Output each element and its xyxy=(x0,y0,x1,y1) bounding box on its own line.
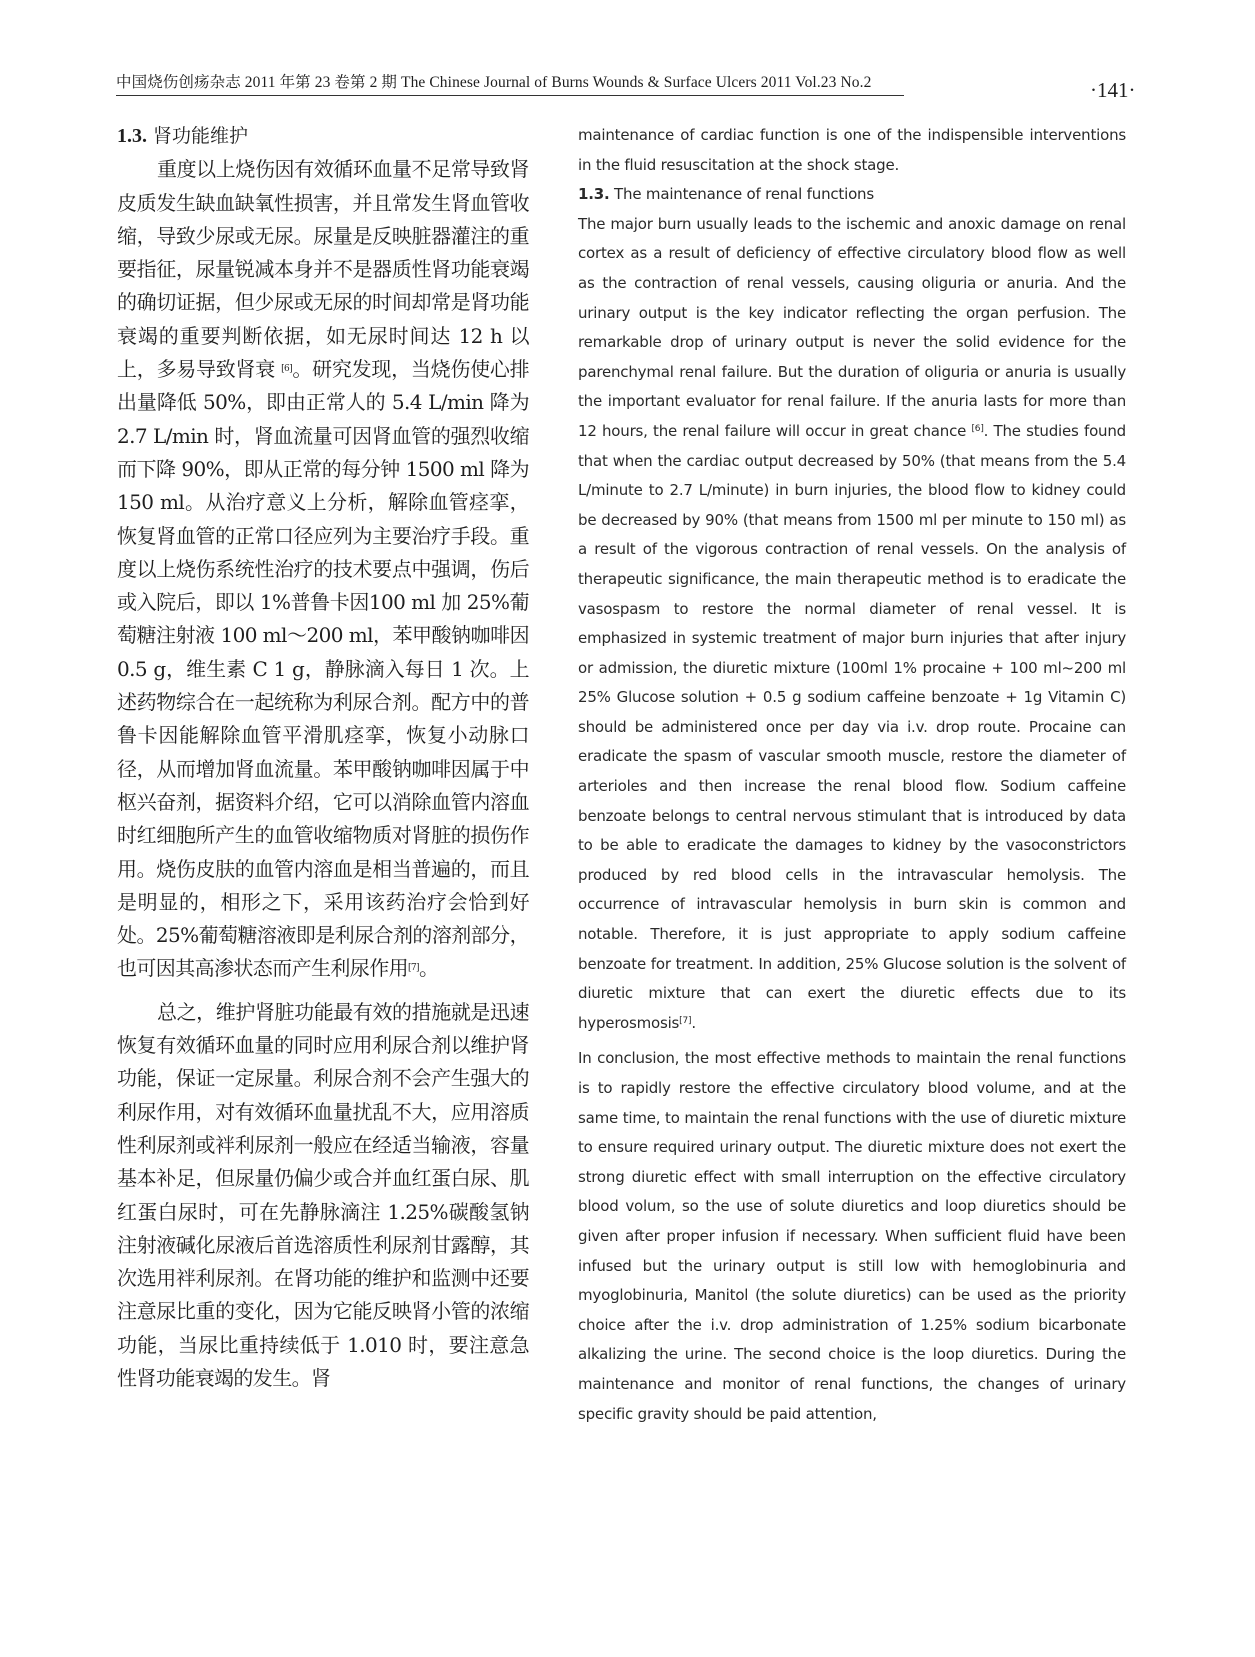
paragraph-text: 重度以上烧伤因有效循环血量不足常导致肾皮质发生缺血缺氧性损害，并且常发生肾血管收缩，导致少尿或无尿。尿量是反映脏器灌注的重要指征，尿量锐减本身并不是器质性肾功能衰竭的确切证据，但少尿或无尿的时间却常是肾功能衰竭的重要判断依据，如无尿时间达 12 h 以上，多易导致肾衰 xyxy=(117,157,529,382)
paragraph-en-1 xyxy=(578,210,1126,1039)
paragraph-zh-2: 总之，维护肾脏功能最有效的措施就是迅速恢复有效循环血量的同时应用利尿合剂以维护肾功能，保证一定尿量。利尿合剂不会产生强大的利尿作用，对有效循环血量扰乱不大，应用溶质性利尿剂或袢利尿剂一般应在经适当输液，容量基本补足，但尿量仍偏少或合并血红蛋白尿、肌红蛋白尿时，可在先静脉滴注 1.25%碳酸氢钠注射液碱化尿液后首选溶质性利尿剂甘露醇，其次选用袢利尿剂。在肾功能的维护和监测中还要注意尿比重的变化，因为它能反映肾小管的浓缩功能，当尿比重持续低于 1.010 时，要注意急性肾功能衰竭的发生。肾 xyxy=(117,999,529,1390)
header-rule xyxy=(116,95,904,96)
english-column xyxy=(578,121,1126,1429)
section-heading-zh xyxy=(117,120,529,153)
section-heading-en xyxy=(578,180,1126,210)
paragraph-en-intro: maintenance of cardiac function is one of the indispensible interventions in the fluid resuscitation at the shock stage. xyxy=(578,126,1126,174)
running-head: 中国烧伤创疡杂志 2011 年第 23 卷第 2 期 The Chinese Journal of Burns Wounds & Surface Ulcers 2011 Vol.23 No.2 xyxy=(116,74,872,91)
citation-ref: [7] xyxy=(408,963,419,974)
paragraph-en-2: In conclusion, the most effective methods to maintain the renal functions is to rapidly restore the effective circulatory blood volume, and at the same time, to maintain the renal functions with the use of diuretic mixture to ensure required urinary output. The diuretic mixture does not exert the strong diuretic effect with small interruption on the effective circulatory blood volum, so the use of solute diuretics and loop diuretics should be given after proper infusion if necessary. When sufficient fluid have been infused but the urinary output is still low with hemoglobinuria and myoglobinuria, Manitol (the solute diuretics) can be used as the priority choice after the i.v. drop administration of 1.25% sodium bicarbonate alkalizing the urine. The second choice is the loop diuretics. During the maintenance and monitor of renal functions, the changes of urinary specific gravity should be paid attention, xyxy=(578,1049,1126,1423)
chinese-column xyxy=(117,120,529,1395)
page-header xyxy=(0,0,1255,110)
paragraph-text: 。研究发现，当烧伤使心排出量降低 50%，即由正常人的 5.4 L/min 降为 2.7 L/min 时，肾血流量可因肾血管的强烈收缩而下降 90%，即从正常的每分钟 1500 ml 降为 150 ml。从治疗意义上分析，解除血管痉挛，恢复肾血管的正常口径应列为主要治疗手段。重度以上烧伤系统性治疗的技术要点中强调，伤后或入院后，即以 1%普鲁卡因100 ml 加 25%葡萄糖注射液 100 ml～200 ml，苯甲酸钠咖啡因 0.5 g，维生素 C 1 g，静脉滴入每日 1 次。上述药物综合在一起统称为利尿合剂。配方中的普鲁卡因能解除血管平滑肌痉挛，恢复小动脉口径，从而增加肾血流量。苯甲酸钠咖啡因属于中枢兴奋剂，据资料介绍，它可以消除血管内溶血时红细胞所产生的血管收缩物质对肾脏的损伤作用。烧伤皮肤的血管内溶血是相当普遍的，而且是明显的，相形之下，采用该药治疗会恰到好处。25%葡萄糖溶液即是利尿合剂的溶剂部分，也可因其高渗状态而产生利尿作用 xyxy=(117,357,529,981)
citation-ref: [6] xyxy=(281,364,293,375)
page-number: ·141· xyxy=(1090,78,1136,102)
citation-ref: [7] xyxy=(679,1015,692,1026)
section-title: The maintenance of renal functions xyxy=(609,185,874,204)
paragraph-text: 。 xyxy=(418,956,439,981)
paragraph-text: . The studies found that when the cardiac output decreased by 50% (that means from the 5.4 L/minute to 2.7 L/minute) in burn injuries, the blood flow to kidney could be decreased by 90% (that means from 1500 ml per minute to 150 ml) as a result of the vigorous contraction of renal vessels. On the analysis of therapeutic significance, the main therapeutic method is to eradicate the vasospasm to restore the normal diameter of renal vessel. It is emphasized in systemic treatment of major burn injuries that after injury or admission, the diuretic mixture (100ml 1% procaine + 100 ml~200 ml 25% Glucose solution + 0.5 g sodium caffeine benzoate + 1g Vitamin C) should be administered once per day via i.v. drop route. Procaine can eradicate the spasm of vascular smooth muscle, restore the diameter of arterioles and then increase the renal blood flow. Sodium caffeine benzoate belongs to central nervous stimulant that is introduced by data to be able to eradicate the damages to kidney by the vasoconstrictors produced by red blood cells in the intravascular hemolysis. The occurrence of intravascular hemolysis in burn skin is common and notable. Therefore, it is just appropriate to apply sodium caffeine benzoate for treatment. In addition, 25% Glucose solution is the solvent of diuretic mixture that can exert the diuretic effects due to its hyperosmosis xyxy=(578,421,1126,1032)
section-number: 1.3. xyxy=(578,185,610,204)
section-number: 1.3. xyxy=(117,125,147,147)
paragraph-text: The major burn usually leads to the ischemic and anoxic damage on renal cortex as a result of deficiency of effective circulatory blood flow as well as the contraction of renal vessels, causing oliguria or anuria. And the urinary output is the key indicator reflecting the organ perfusion. The remarkable drop of urinary output is never the solid evidence for the parenchymal renal failure. But the duration of oliguria or anuria is usually the important evaluator for renal failure. If the anuria lasts for more than 12 hours, the renal failure will occur in great chance xyxy=(578,214,1126,440)
paragraph-text: . xyxy=(691,1013,696,1032)
paragraph-zh-1 xyxy=(117,153,529,985)
section-title: 肾功能维护 xyxy=(147,125,249,147)
citation-ref: [6] xyxy=(971,423,984,434)
